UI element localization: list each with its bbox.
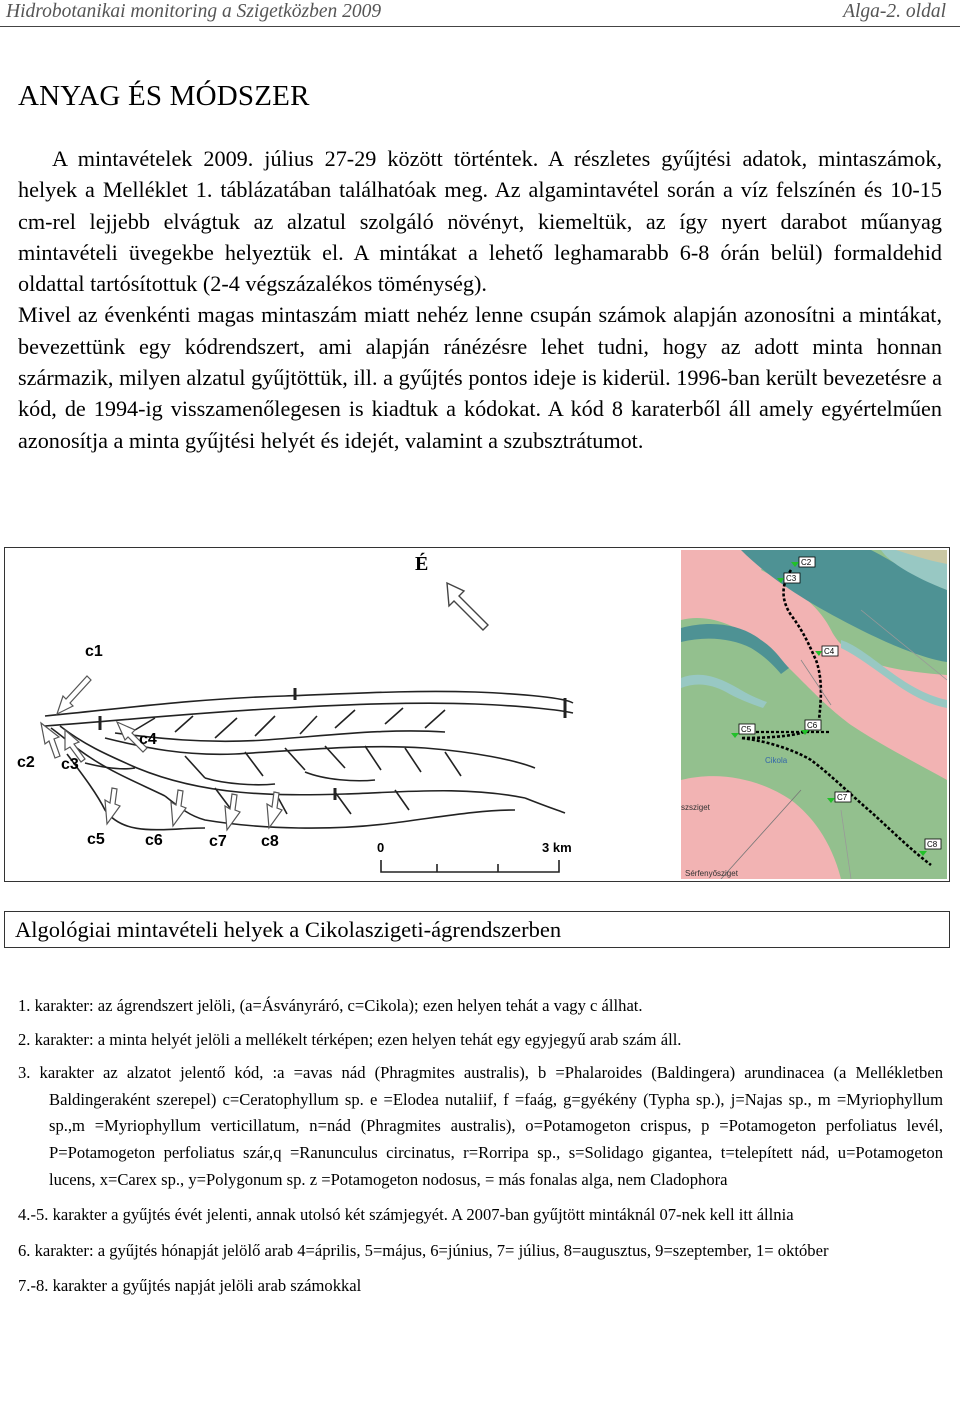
site-label-c5: c5 <box>87 831 105 848</box>
north-arrow-icon <box>447 583 488 630</box>
site-label-c8: c8 <box>261 833 279 850</box>
header-title: Hidrobotanikai monitoring a Szigetközben 2009 <box>6 1 382 22</box>
detail-map-svg <box>681 550 947 879</box>
river-branches <box>45 691 573 829</box>
arrow-c8-icon <box>267 792 282 828</box>
svg-text:C8: C8 <box>927 840 938 849</box>
north-label: É <box>415 553 429 575</box>
arrow-c6-icon <box>171 790 186 826</box>
page-header <box>0 0 960 26</box>
svg-text:C7: C7 <box>837 793 848 802</box>
section-title: ANYAG ÉS MÓDSZER <box>18 80 310 112</box>
header-rule <box>0 26 960 27</box>
note-3: 3. karakter az alzatot jelentő kód, :a =avas nád (Phragmites australis), b =Phalaroides (Baldingera) arundinacea (a Mellékletben Baldingeraként szerepel) c=Ceratophyllum sp. e =Elodea nutaliif, f =faág, g=gyékény (Typha sp.), j=Najas sp., m =Myriophyllum sp.,m =Myriophyllum verticillatum, n=nád (Phragmites australis), o=Potamogeton crispus, p =Potamogeton perfoliatus levél, P=Potamogeton perfoliatus szár,q =Ranunculus circinatus, r=Rorripa sp., s=Solidago gigantea, t=telepített nád, u=Potamogeton lucens, x=Carex sp., y=Polygonum sp. z =Potamogeton nodosus, = más fonalas alga, nem Cladophora <box>18 1063 943 1189</box>
paragraph-2: Mivel az évenkénti magas mintaszám miatt nehéz lenne csupán számok alapján azonosítni a mintákat, bevezettünk egy kódrendszert, ami alapján ránézésre lehet tudni, hogy az adott minta honnan származik, milyen alzatul gyűjtöttük, ill. a gyűjtés pontos ideje is kiderül. 1996-ban került bevezetésre a kód, de 1994-ig visszamenőlegesen is kiadtuk a kódokat. A kód 8 karaterből áll amely egyértelműen azonosítja a minta gyűjtési helyét és idejét, valamint a szubsztrátumot. <box>18 302 942 453</box>
svg-text:C2: C2 <box>801 558 812 567</box>
note-1: 1. karakter: az ágrendszert jelöli, (a=Ásványráró, c=Cikola); ezen helyen tehát a vagy c állhat. <box>18 996 643 1015</box>
svg-text:C4: C4 <box>824 647 835 656</box>
note-4: 4.-5. karakter a gyűjtés évét jelenti, annak utolsó két számjegyét. A 2007-ban gyűjtött mintáknál 07-nek kell itt állnia <box>18 1205 794 1225</box>
map-place-sziget: szsziget <box>681 803 710 812</box>
site-label-c1: c1 <box>85 643 103 660</box>
figure-sampling-sites <box>4 547 950 882</box>
map-place-serfenyosziget: Sérfenyősziget <box>685 869 738 878</box>
site-label-c7: c7 <box>209 833 227 850</box>
svg-text:C3: C3 <box>786 574 797 583</box>
map-place-cikola: Cikola <box>765 756 788 765</box>
svg-text:C5: C5 <box>741 725 752 734</box>
note-6: 7.-8. karakter a gyűjtés napját jelöli arab számokkal <box>18 1276 362 1296</box>
arrow-c2-icon <box>41 723 60 758</box>
site-label-c6: c6 <box>145 832 163 849</box>
site-label-c4: c4 <box>139 731 157 748</box>
arrow-c1-icon <box>57 676 91 714</box>
note-2: 2. karakter: a minta helyét jelöli a mellékelt térképen; ezen helyen tehát egy egyjegyű arab szám áll. <box>18 1029 682 1049</box>
site-label-c3: c3 <box>61 756 79 773</box>
scale-start-label: 0 <box>377 840 385 855</box>
scale-end-label: 3 km <box>542 840 572 855</box>
svg-text:C6: C6 <box>807 721 818 730</box>
detail-map <box>681 550 947 879</box>
scale-bar <box>377 840 572 872</box>
code-notes <box>18 993 943 1307</box>
figure-caption: Algológiai mintavételi helyek a Cikolaszigeti-ágrendszerben <box>4 911 950 948</box>
note-5: 6. karakter: a gyűjtés hónapját jelölő arab 4=április, 5=május, 6=június, 7= július, 8=augusztus, 9=szeptember, 1= október <box>18 1240 829 1260</box>
paragraph-1: A mintavételek 2009. július 27-29 között történtek. A részletes gyűjtési adatok, mintaszámok, helyek a Melléklet 1. táblázatában találhatóak meg. Az algamintavétel során a víz felszínén és 10-15 cm-rel lejjebb elvágtuk az alzatul szolgáló növényt, kiemeltük, az így nyert darabot műanyag mintavételi üvegekbe helyeztük el. A mintákat a lehető leghamarabb 6-8 órán belül) formaldehid oldattal tartósítottuk (2-4 végszázalékos töménység). <box>18 146 942 297</box>
body-text <box>18 143 942 456</box>
header-page-number: Alga-2. oldal <box>843 1 946 22</box>
site-label-c2: c2 <box>17 754 35 771</box>
